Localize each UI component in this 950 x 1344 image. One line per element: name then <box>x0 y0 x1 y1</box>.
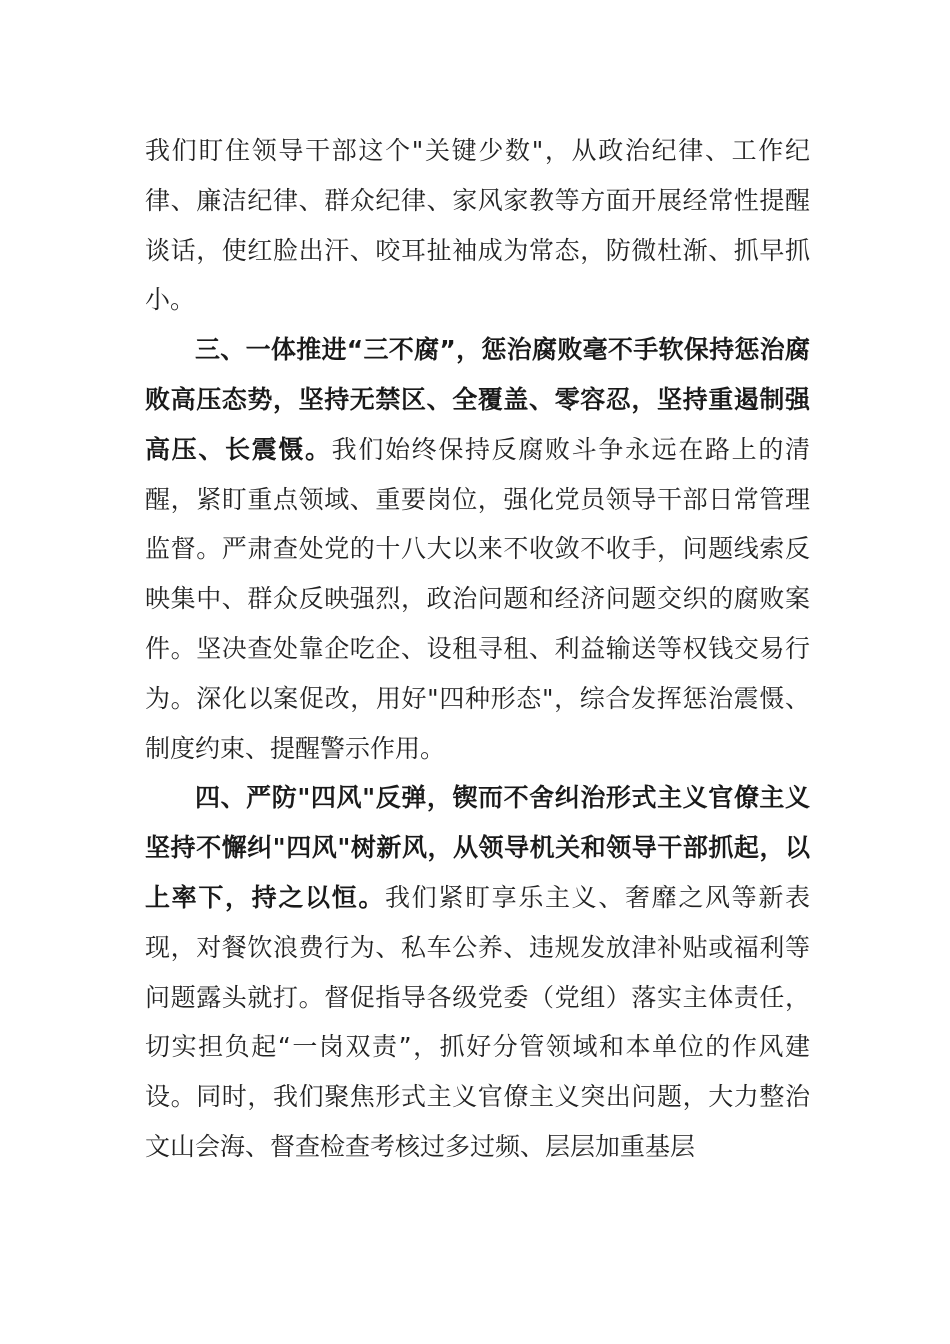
section-four-body: 我们紧盯享乐主义、奢靡之风等新表现，对餐饮浪费行为、私车公养、违规发放津补贴或福利等问题露头就打。督促指导各级党委（党组）落实主体责任，切实担负起“一岗双责”，抓好分管领域和本单位的作风建设。同时，我们聚焦形式主义官僚主义突出问题，大力整治文山会海、督查检查考核过多过频、层层加重基层 <box>145 882 810 1161</box>
paragraph-continuation <box>145 126 810 325</box>
section-four-heading: 四、严防"四风"反弹，锲而不舍纠治形式主义官僚主义坚持不懈纠"四风"树新风，从领导机关和领导干部抓起，以上率下，持之以恒。 <box>145 783 810 912</box>
document-body <box>145 126 810 1172</box>
paragraph-section-three <box>145 325 810 773</box>
paragraph-body-text: 我们盯住领导干部这个"关键少数"，从政治纪律、工作纪律、廉洁纪律、群众纪律、家风家教等方面开展经常性提醒谈话，使红脸出汗、咬耳扯袖成为常态，防微杜渐、抓早抓小。 <box>145 136 810 315</box>
paragraph-section-four <box>145 773 810 1171</box>
section-three-heading: 三、一体推进“三不腐”，惩治腐败毫不手软保持惩治腐败高压态势，坚持无禁区、全覆盖、零容忍，坚持重遏制强高压、长震慑。 <box>145 335 810 464</box>
section-three-body: 我们始终保持反腐败斗争永远在路上的清醒，紧盯重点领域、重要岗位，强化党员领导干部日常管理监督。严肃查处党的十八大以来不收敛不收手，问题线索反映集中、群众反映强烈，政治问题和经济问题交织的腐败案件。坚决查处靠企吃企、设租寻租、利益输送等权钱交易行为。深化以案促改，用好"四种形态"，综合发挥惩治震慑、制度约束、提醒警示作用。 <box>145 434 810 763</box>
